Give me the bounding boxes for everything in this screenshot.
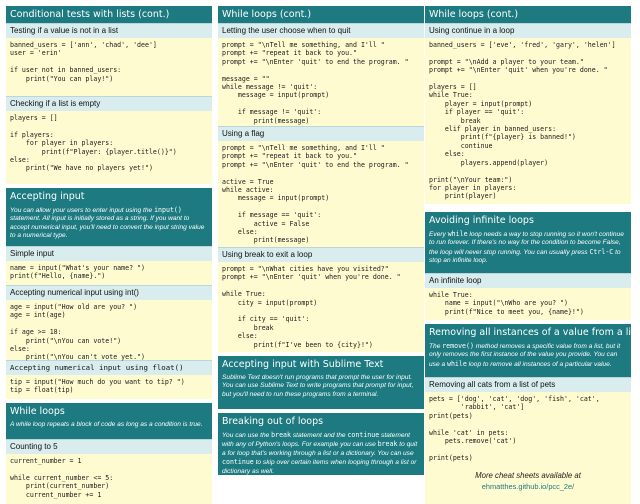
code-block: age = input("How old are you? ") age = int(age) if age >= 18: print("\nYou can vote!") else: print("\nYou can't vote yet.") [6,300,212,360]
section-header: Accepting input [6,188,212,205]
section-header: Removing all instances of a value from a list [425,324,631,341]
column-3 [425,6,640,504]
subheading: Checking if a list is empty [6,96,212,111]
subheading: Accepting numerical input using float() [6,360,212,375]
subheading: Counting to 5 [6,439,212,454]
section-description: Sublime Text doesn't run programs that prompt the user for input. You can use Sublime Text to write programs that prompt for input, but you'll need to run these programs from a terminal. [218,373,424,409]
subheading: Using a flag [218,126,424,141]
code-block: players = [] if players: for player in players: print(f"Player: {player.title()}") else: print("We have no players yet!") [6,111,212,184]
section-header: Conditional tests with lists (cont.) [6,6,212,23]
section-header: While loops [6,403,212,420]
code-block: tip = input("How much do you want to tip? ") tip = float(tip) [6,375,212,399]
section-header: While loops (cont.) [425,6,631,23]
subheading: An infinite loop [425,273,631,288]
code-block: prompt = "\nTell me something, and I'll " prompt += "repeat it back to you." prompt += "\nEnter 'quit' to end the program. " message = "" while message != 'quit': message = input(prompt) if message != 'quit': print(message) [218,38,424,126]
subheading: Using continue in a loop [425,23,631,38]
subheading: Using break to exit a loop [218,247,424,262]
footer-link[interactable]: ehmatthes.github.io/pcc_2e/ [481,482,575,491]
section-description: The remove() method removes a specific value from a list, but it only removes the first instance of the value you provide. You can use a while loop to remove all instances of a particular value. [425,341,631,377]
section-description: A while loop repeats a block of code as long as a condition is true. [6,420,212,439]
subheading: Removing all cats from a list of pets [425,377,631,392]
subheading: Testing if a value is not in a list [6,23,212,38]
code-block: while True: name = input("\nWho are you? ") print(f"Nice to meet you, {name}!") [425,288,631,320]
code-block: pets = ['dog', 'cat', 'dog', 'fish', 'cat', 'rabbit', 'cat'] print(pets) while 'cat' in pets: pets.remove('cat') print(pets) [425,392,631,466]
subheading: Simple input [6,246,212,261]
subheading: Letting the user choose when to quit [218,23,424,38]
code-block: current_number = 1 while current_number <= 5: print(current_number) current_number += 1 [6,454,212,504]
footer-box [425,466,631,504]
section-header: Avoiding infinite loops [425,212,631,229]
subheading: Accepting numerical input using int() [6,285,212,300]
section-header: Breaking out of loops [218,413,424,430]
column-1 [6,6,212,504]
code-block: prompt = "\nWhat cities have you visited?" prompt += "\nEnter 'quit' when you're done. " while True: city = input(prompt) if city == 'quit': break else: print(f"I've been to {city}!") [218,262,424,352]
code-block: name = input("What's your name? ") print(f"Hello, {name}.") [6,261,212,285]
column-2 [218,6,424,475]
section-description: You can use the break statement and the continue statement with any of Python's loops. For example you can use break to quit a for loop that's working through a list or a dictionary. You can use continue to skip over certain items when looping through a list or dictionary as well. [218,430,424,475]
section-description: You can allow your users to enter input using the input() statement. All input is initially stored as a string. If you want to accept numerical input, you'll need to convert the input string value to a numerical type. [6,205,212,246]
section-description: Every while loop needs a way to stop running so it won't continue to run forever. If there's no way for the condition to become False, the loop will never stop running. You can usually press Ctrl-C to stop an infinite loop. [425,229,631,273]
code-block: prompt = "\nTell me something, and I'll " prompt += "repeat it back to you." prompt += "\nEnter 'quit' to end the program. " active = True while active: message = input(prompt) if message == 'quit': active = False else: print(message) [218,141,424,247]
code-block: banned_users = ['ann', 'chad', 'dee'] user = 'erin' if user not in banned_users: print("You can play!") [6,38,212,96]
section-header: Accepting input with Sublime Text [218,356,424,373]
code-block: banned_users = ['eve', 'fred', 'gary', 'helen'] prompt = "\nAdd a player to your team." prompt += "\nEnter 'quit' when you're done. " players = [] while True: player = input(prompt) if player == 'quit': break elif player in banned_users: print(f"{player} is banned!") continue else: players.append(player) print("\nYour team:") for player in players: print(player) [425,38,631,204]
section-header: While loops (cont.) [218,6,424,23]
footer-text: More cheat sheets available at [475,471,581,480]
